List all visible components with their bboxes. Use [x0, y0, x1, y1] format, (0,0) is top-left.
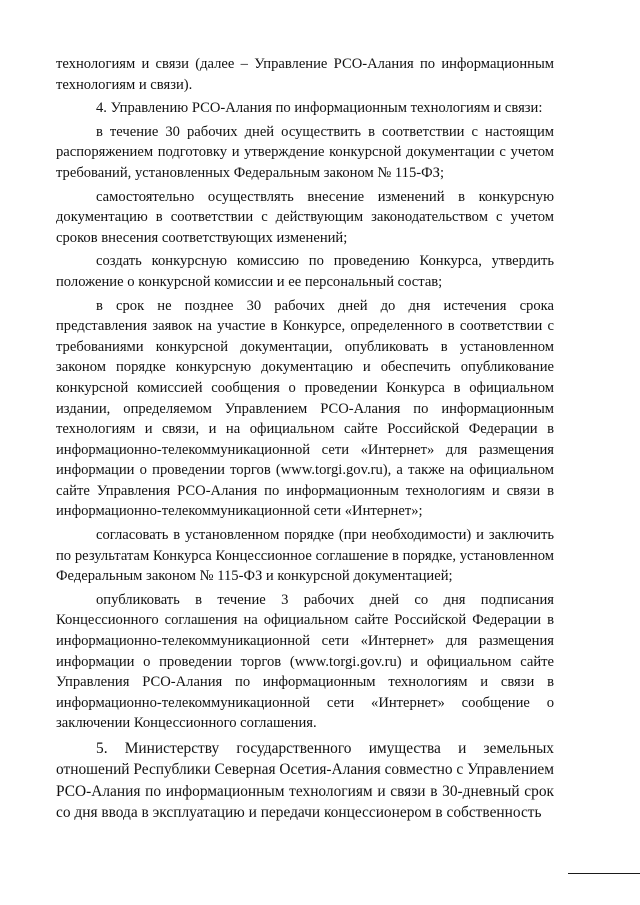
paragraph-item-4-subitem-4: в срок не позднее 30 рабочих дней до дня истечения срока представления заявок на участие в Конкурсе, определенного в соответствии с требованиями конкурсной документации, опубликовать в установленном законом порядке конкурсную документацию и обеспечить опубликование конкурсной комиссией сообщения о проведении Конкурса в официальном издании, определяемом Управлением РСО-Алания по информационным технологиям и связи, и на официальном сайте Российской Федерации в информационно-телекоммуникационной сети «Интернет» для размещения информации о проведении торгов (www.torgi.gov.ru), а также на официальном сайте Управления РСО-Алания по информационным технологиям и связи в информационно-телекоммуникационной сети «Интернет»;	[56, 297, 554, 520]
paragraph-item-5: 5. Министерству государственного имущества и земельных отношений Республики Северная Осетия-Алания совместно с Управлением РСО-Алания по информационным технологиям и связи в 30-дневный срок со дня ввода в эксплуатацию и передачи концессионером в собственность	[56, 740, 555, 822]
paragraph-item-4-heading: 4. Управлению РСО-Алания по информационным технологиям и связи:	[96, 100, 543, 117]
paragraph-continuation: технологиям и связи (далее – Управление РСО-Алания по информационным технологиям и связи).	[56, 56, 554, 93]
paragraph-item-4-subitem-5: согласовать в установленном порядке (при необходимости) и заключить по результатам Конкурса Концессионное соглашение в порядке, установленном Федеральным законом № 115-ФЗ и конкурсной документацией;	[56, 527, 554, 585]
paragraph-item-4-subitem-6: опубликовать в течение 3 рабочих дней со дня подписания Концессионного соглашения на официальном сайте Российской Федерации в информационно-телекоммуникационной сети «Интернет» для размещения информации о проведении торгов (www.torgi.gov.ru) и официальном сайте Управления РСО-Алания по информационным технологиям и связи в информационно-телекоммуникационной сети «Интернет» сообщение о заключении Концессионного соглашения.	[56, 591, 554, 732]
page-edge-line	[568, 873, 640, 874]
paragraph-item-4-subitem-2: самостоятельно осуществлять внесение изменений в конкурсную документацию в соответствии с действующим законодательством с учетом сроков внесения соответствующих изменений;	[56, 188, 554, 246]
paragraph-item-4-subitem-1: в течение 30 рабочих дней осуществить в соответствии с настоящим распоряжением подготовку и утверждение конкурсной документации с учетом требований, установленных Федеральным законом № 115-ФЗ;	[56, 123, 554, 181]
paragraph-item-4-subitem-3: создать конкурсную комиссию по проведению Конкурса, утвердить положение о конкурсной комиссии и ее персональный состав;	[56, 253, 554, 290]
document-body	[56, 54, 554, 827]
